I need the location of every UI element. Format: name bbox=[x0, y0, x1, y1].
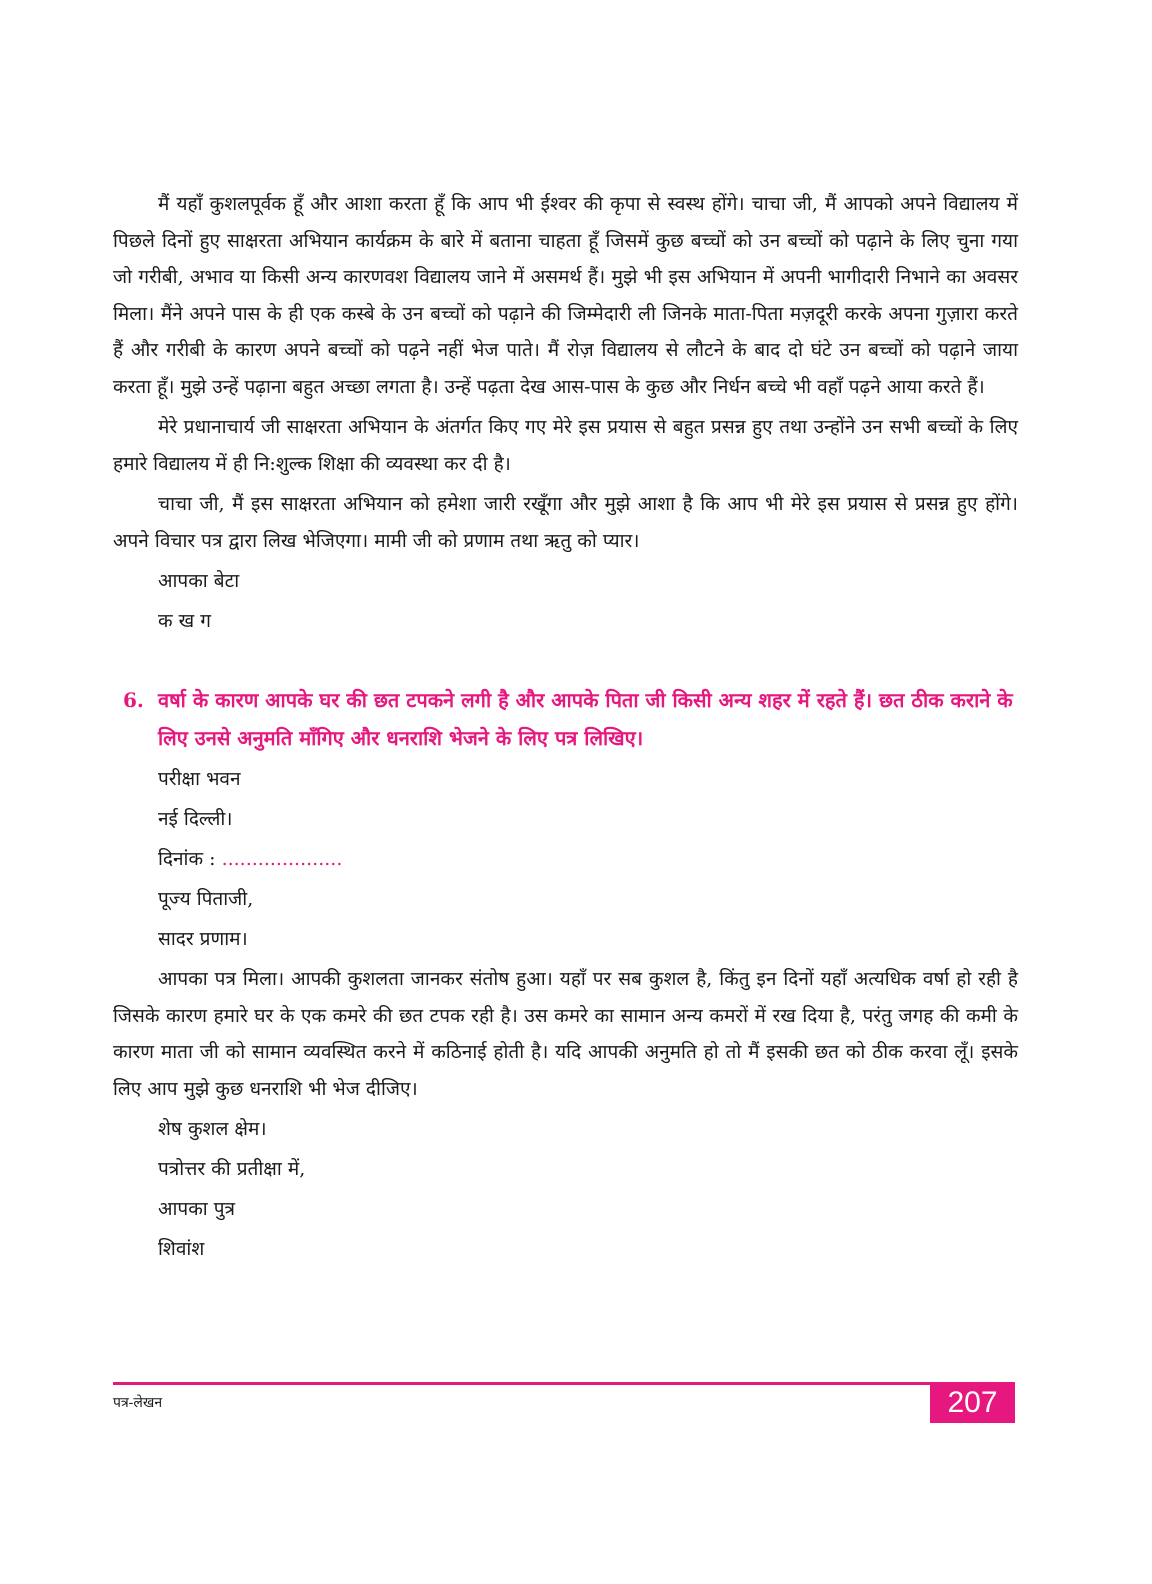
footer-section-label: पत्र-लेखन bbox=[113, 1395, 163, 1411]
letter2-salutation: पूज्य पिताजी, bbox=[158, 888, 254, 910]
question-6 bbox=[113, 681, 1018, 757]
question-number: 6. bbox=[123, 688, 144, 712]
footer-divider bbox=[113, 1382, 1015, 1385]
letter2-closing-2: पत्रोत्तर की प्रतीक्षा में, bbox=[158, 1158, 306, 1180]
date-value: .................... bbox=[221, 848, 343, 870]
letter2-address-line-2: नई दिल्ली। bbox=[158, 808, 233, 830]
letter2-greeting: सादर प्रणाम। bbox=[158, 928, 248, 950]
page-content bbox=[113, 186, 1018, 1271]
letter2-address-line-1: परीक्षा भवन bbox=[158, 768, 241, 790]
question-text: वर्षा के कारण आपके घर की छत टपकने लगी है और आपके पिता जी किसी अन्य शहर में रहते हैं। छत ठीक कराने के लिए उनसे अनुमति माँगिए और धनराशि भेजने के लिए पत्र लिखिए। bbox=[158, 688, 1013, 750]
letter1-paragraph-3: चाचा जी, मैं इस साक्षरता अभियान को हमेशा जारी रखूँगा और मुझे आशा है कि आप भी मेरे इस प्रयास से प्रसन्न हुए होंगे। अपने विचार पत्र द्वारा लिख भेजिएगा। मामी जी को प्रणाम तथा ऋतु को प्यार। bbox=[113, 493, 1018, 552]
letter1-paragraph-1: मैं यहाँ कुशलपूर्वक हूँ और आशा करता हूँ कि आप भी ईश्वर की कृपा से स्वस्थ होंगे। चाचा जी, मैं आपको अपने विद्यालय में पिछले दिनों हुए साक्षरता अभियान कार्यक्रम के बारे में बताना चाहता हूँ जिसमें कुछ बच्चों को उन बच्चों को पढ़ाने के लिए चुना गया जो गरीबी, अभाव या किसी अन्य कारणवश विद्यालय जाने में असमर्थ हैं। मुझे भी इस अभियान में अपनी भागीदारी निभाने का अवसर मिला। मैंने अपने पास के ही एक कस्बे के उन बच्चों को पढ़ाने की जिम्मेदारी ली जिनके माता-पिता मज़दूरी करके अपना गुज़ारा करते हैं और गरीबी के कारण अपने बच्चों को पढ़ने नहीं भेज पाते। मैं रोज़ विद्यालय से लौटने के बाद दो घंटे उन बच्चों को पढ़ाने जाया करता हूँ। मुझे उन्हें पढ़ाना बहुत अच्छा लगता है। उन्हें पढ़ता देख आस-पास के कुछ और निर्धन बच्चे भी वहाँ पढ़ने आया करते हैं। bbox=[113, 193, 1018, 398]
letter2-closing-3: आपका पुत्र bbox=[158, 1198, 236, 1220]
letter1-closing: आपका बेटा bbox=[158, 570, 240, 592]
page-number-badge: 207 bbox=[930, 1383, 1015, 1423]
letter2-body: आपका पत्र मिला। आपकी कुशलता जानकर संतोष हुआ। यहाँ पर सब कुशल है, किंतु इन दिनों यहाँ अत्यधिक वर्षा हो रही है जिसके कारण हमारे घर के एक कमरे की छत टपक रही है। उस कमरे का सामान अन्य कमरों में रख दिया है, परंतु जगह की कमी के कारण माता जी को सामान व्यवस्थित करने में कठिनाई होती है। यदि आपकी अनुमति हो तो मैं इसकी छत को ठीक करवा लूँ। इसके लिए आप मुझे कुछ धनराशि भी भेज दीजिए। bbox=[113, 968, 1018, 1100]
letter2-date bbox=[113, 841, 1018, 877]
letter1-paragraph-2: मेरे प्रधानाचार्य जी साक्षरता अभियान के अंतर्गत किए गए मेरे इस प्रयास से बहुत प्रसन्न हुए तथा उन्होंने उन सभी बच्चों के लिए हमारे विद्यालय में ही नि:शुल्क शिक्षा की व्यवस्था कर दी है। bbox=[113, 416, 1018, 475]
letter1-signature: क ख ग bbox=[158, 610, 211, 632]
date-label: दिनांक : bbox=[158, 848, 216, 870]
letter2-closing-1: शेष कुशल क्षेम। bbox=[158, 1118, 267, 1140]
letter2-signature: शिवांश bbox=[158, 1238, 205, 1260]
